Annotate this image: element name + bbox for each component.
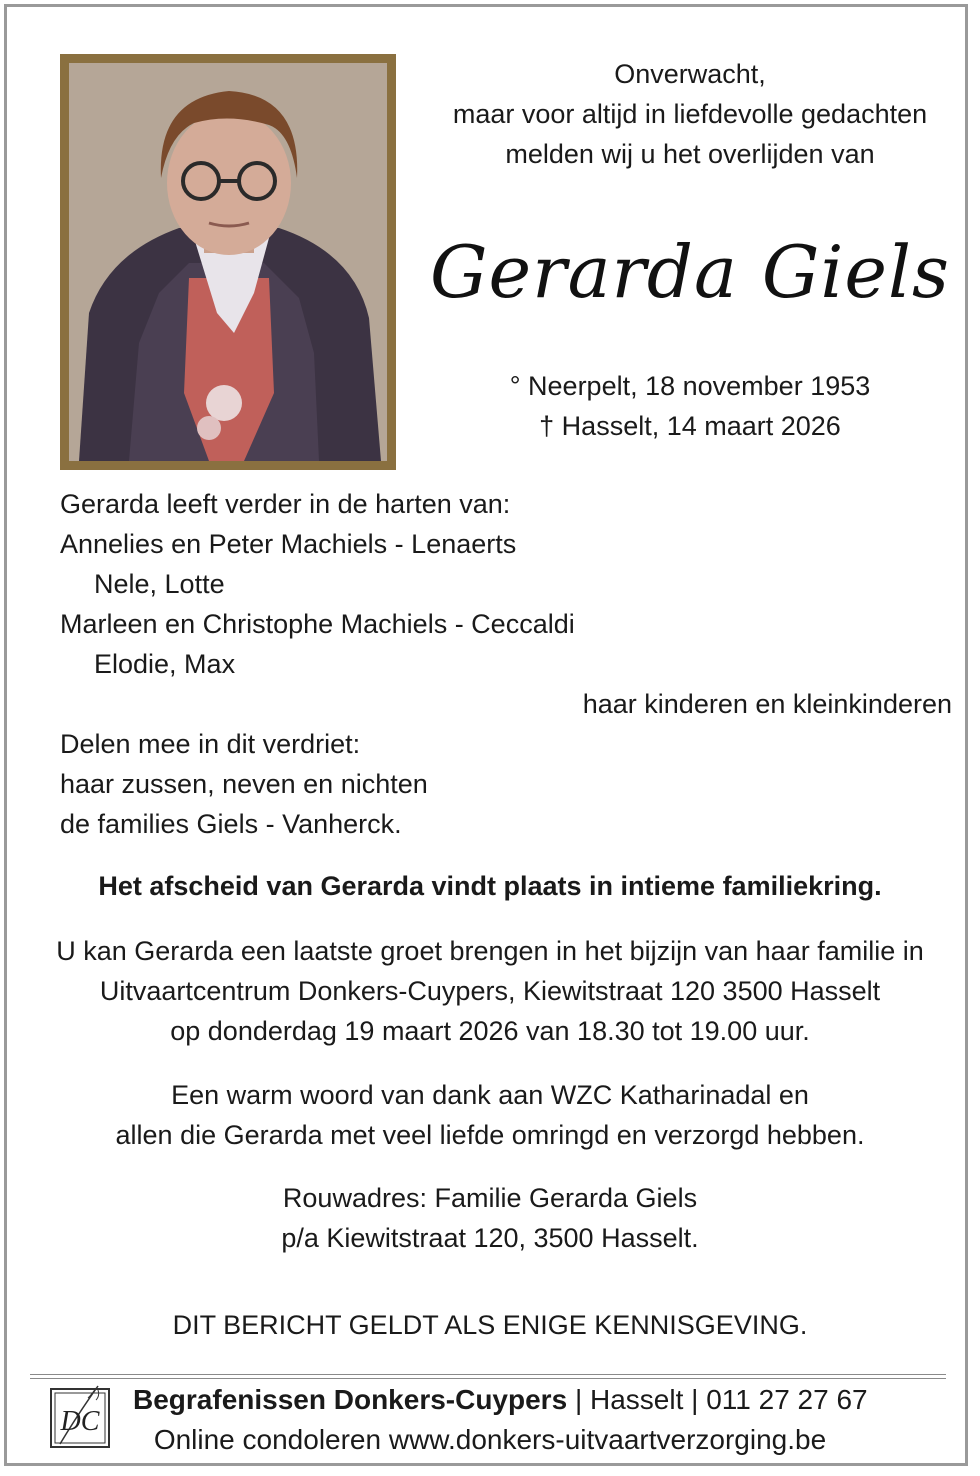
intro-line: Onverwacht, [614, 59, 766, 89]
family-line: Elodie, Max [94, 649, 236, 679]
thanks-text [0, 1075, 980, 1155]
separator: | [691, 1384, 699, 1415]
sharers-heading: Delen mee in dit verdriet: [60, 729, 361, 759]
company-name: Begrafenissen Donkers-Cuypers [133, 1384, 568, 1415]
visit-info [0, 931, 980, 1051]
life-dates [400, 366, 980, 446]
footer-contact [133, 1380, 868, 1420]
family-heading: Gerarda leeft verder in de harten van: [60, 489, 511, 519]
portrait-frame [60, 54, 396, 470]
thanks-line: allen die Gerarda met veel liefde omringd en verzorgd hebben. [115, 1120, 865, 1150]
death-date: † Hasselt, 14 maart 2026 [539, 411, 841, 441]
intro-line: melden wij u het overlijden van [505, 139, 875, 169]
logo-letters: DC [60, 1406, 100, 1437]
sharers-line: de families Giels - Vanherck. [60, 809, 402, 839]
address-line: Rouwadres: Familie Gerarda Giels [282, 1183, 698, 1213]
portrait-photo [69, 63, 387, 461]
visit-line: Uitvaartcentrum Donkers-Cuypers, Kiewitstraat 120 3500 Hasselt [99, 976, 881, 1006]
footer-divider [30, 1374, 946, 1379]
visit-line: U kan Gerarda een laatste groet brengen in het bijzijn van haar familie in [56, 936, 924, 966]
intro-line: maar voor altijd in liefdevolle gedachten [452, 99, 928, 129]
farewell-notice: Het afscheid van Gerarda vindt plaats in intieme familiekring. [98, 871, 882, 901]
separator: | [574, 1384, 583, 1415]
online-condolence-link[interactable]: Online condoleren www.donkers-uitvaartverzorging.be [153, 1424, 827, 1455]
family-list [60, 484, 575, 684]
thanks-line: Een warm woord van dank aan WZC Katharinadal en [171, 1080, 809, 1110]
family-line: Marleen en Christophe Machiels - Ceccaldi [60, 609, 575, 639]
family-line: Annelies en Peter Machiels - Lenaerts [60, 529, 517, 559]
deceased-name: Gerarda Giels [430, 230, 950, 314]
family-line: Nele, Lotte [94, 569, 225, 599]
visit-line: op donderdag 19 maart 2026 van 18.30 tot 19.00 uur. [170, 1016, 810, 1046]
mourning-address [0, 1178, 980, 1258]
company-phone[interactable]: 011 27 27 67 [706, 1384, 868, 1415]
family-relation: haar kinderen en kleinkinderen [582, 689, 952, 719]
sharers-list [60, 724, 428, 844]
official-notice: DIT BERICHT GELDT ALS ENIGE KENNISGEVING. [172, 1310, 808, 1340]
birth-date: ° Neerpelt, 18 november 1953 [509, 371, 871, 401]
sharers-line: haar zussen, neven en nichten [60, 769, 428, 799]
address-line: p/a Kiewitstraat 120, 3500 Hasselt. [281, 1223, 699, 1253]
intro-text [400, 54, 980, 174]
company-city: Hasselt [590, 1384, 684, 1415]
